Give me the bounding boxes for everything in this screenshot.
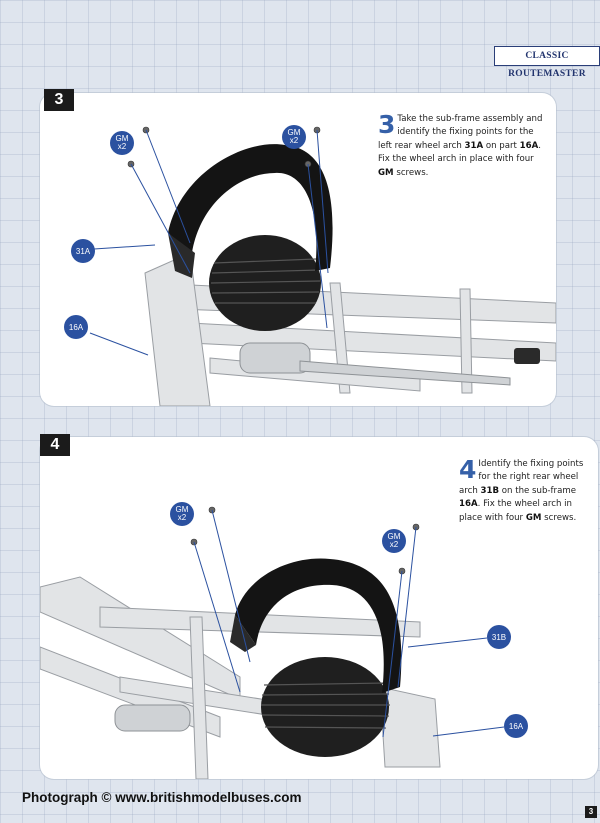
svg-text:x2: x2 (389, 540, 399, 549)
svg-text:GM: GM (175, 505, 189, 514)
photo-credit: Photograph © www.britishmodelbuses.com (22, 790, 302, 805)
rear-axle (115, 705, 190, 731)
callout-16a (64, 315, 88, 339)
part-ref: 31A (464, 140, 484, 151)
part-ref: 31B (480, 485, 500, 496)
svg-text:x2: x2 (117, 142, 127, 151)
part-ref: GM (525, 512, 542, 523)
callout-16a (504, 714, 528, 738)
shock-absorber (514, 348, 540, 364)
part-ref: GM (378, 167, 394, 178)
svg-text:x2: x2 (289, 136, 299, 145)
svg-text:x2: x2 (177, 513, 187, 522)
tyre (209, 235, 321, 331)
svg-text:31B: 31B (491, 633, 507, 642)
part-ref: 16A (519, 140, 539, 151)
callout-gm-left (170, 502, 194, 526)
step-3-number: 3 (44, 89, 74, 111)
svg-text:16A: 16A (68, 323, 84, 332)
tyre (261, 657, 390, 757)
callout-gm-right (382, 529, 406, 553)
svg-text:GM: GM (115, 134, 129, 143)
series-title: CLASSIC ROUTEMASTER (494, 46, 600, 66)
step-4-big-number: 4 (459, 455, 477, 484)
page-number: 3 (585, 806, 597, 818)
callout-gm-right (282, 125, 306, 149)
step-3-big-number: 3 (378, 110, 396, 139)
callout-31b (487, 625, 511, 649)
callout-gm-left (110, 131, 134, 155)
svg-text:GM: GM (387, 532, 401, 541)
step-4-number: 4 (40, 434, 70, 456)
callout-31a (71, 239, 95, 263)
svg-text:16A: 16A (508, 722, 524, 731)
svg-text:31A: 31A (75, 247, 91, 256)
step-4-instruction: 4 Identify the fixing points for the right rear wheel arch 31B on the sub-frame 16A. Fix the wheel arch in place with four GM screws. (459, 455, 584, 523)
part-ref: 16A (459, 499, 478, 510)
svg-text:GM: GM (287, 128, 301, 137)
step-3-instruction: 3 Take the sub-frame assembly and identify the fixing points for the left rear wheel arch 31A on part 16A. Fix the wheel arch in place with four GM screws. (378, 110, 543, 178)
